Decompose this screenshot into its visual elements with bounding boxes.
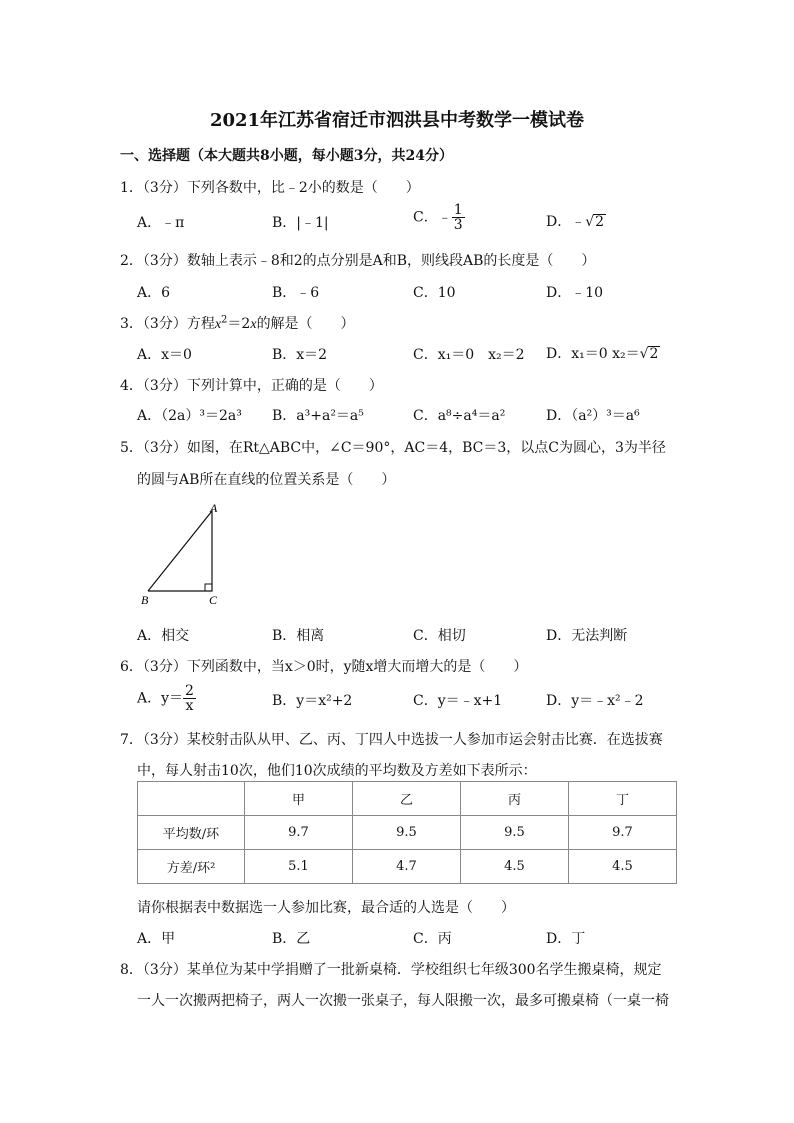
- question-8-line-1: 8．（3分）某单位为某中学捐赠了一批新桌椅．学校组织七年级300名学生搬桌椅，规定: [120, 962, 662, 978]
- section-heading: 一、选择题（本大题共8小题，每小题3分，共24分）: [120, 148, 453, 164]
- table-header-cell: 丙: [461, 782, 569, 816]
- table-row-label: 平均数/环: [138, 816, 245, 850]
- table-cell: 5.1: [245, 850, 353, 884]
- q3-stem-part: ＝2: [227, 316, 251, 332]
- table-header-cell: 乙: [353, 782, 461, 816]
- q2-option-c: C．10: [413, 285, 456, 301]
- question-7-line-1: 7．（3分）某校射击队从甲、乙、丙、丁四人中选拔一人参加市运会射击比赛．在选拔赛: [120, 732, 663, 748]
- q6-option-d: D．y＝﹣x²﹣2: [546, 693, 644, 709]
- q5-option-a: A．相交: [137, 628, 190, 644]
- sqrt-radicand: 2: [595, 214, 605, 230]
- table-cell: 9.5: [353, 816, 461, 850]
- question-4-stem: 4．（3分）下列计算中，正确的是（ ）: [120, 378, 383, 394]
- question-1-stem: 1．（3分）下列各数中，比﹣2小的数是（ ）: [120, 180, 420, 196]
- q3-stem-part: 3．（3分）方程: [120, 316, 215, 332]
- table-row: [138, 850, 677, 884]
- triangle-abc: [148, 511, 212, 591]
- table-cell: 9.5: [461, 816, 569, 850]
- q7-option-c: C．丙: [413, 931, 452, 947]
- triangle-figure: [136, 500, 236, 612]
- sqrt-radicand: 2: [649, 346, 659, 362]
- question-5-line-1: 5．（3分）如图，在Rt△ABC中，∠C＝90°，AC＝4，BC＝3，以点C为圆心，3为半径: [120, 440, 666, 456]
- q2-option-d: D．﹣10: [546, 285, 604, 301]
- q5-option-d: D．无法判断: [546, 628, 628, 644]
- q3-option-c: C．x₁＝0 x₂＝2: [413, 347, 525, 363]
- q4-option-c: C．a⁸÷a⁴＝a²: [413, 408, 506, 424]
- q3-stem-part: 的解是（ ）: [256, 316, 355, 332]
- fraction-denominator: 3: [453, 217, 463, 233]
- q4-option-b: B．a³+a²＝a⁵: [272, 408, 364, 424]
- table-header-cell: 甲: [245, 782, 353, 816]
- q1-option-b: B．|﹣1|: [272, 215, 329, 231]
- table-row: [138, 816, 677, 850]
- q1-option-d-prefix: D．﹣: [546, 214, 586, 230]
- question-3-stem: [120, 313, 355, 333]
- score-table: [137, 781, 677, 884]
- question-5-line-2: 的圆与AB所在直线的位置关系是（ ）: [137, 472, 396, 488]
- table-cell: 9.7: [569, 816, 677, 850]
- fraction-numerator: 2: [185, 683, 194, 699]
- question-6-stem: 6．（3分）下列函数中，当x＞0时，y随x增大而增大的是（ ）: [120, 659, 528, 675]
- q2-option-a: A．6: [137, 285, 171, 301]
- q6-option-c: C．y＝﹣x+1: [413, 693, 503, 709]
- q1-option-d: [546, 211, 606, 231]
- q1-option-a: A．﹣π: [137, 215, 185, 231]
- q6-option-a-prefix: A．y＝: [137, 690, 184, 707]
- vertex-label-b: B: [141, 593, 149, 607]
- q1-option-c-prefix: C．﹣: [413, 209, 452, 226]
- q1-option-c-fraction: [452, 203, 465, 232]
- question-8-line-2: 一人一次搬两把椅子，两人一次搬一张桌子，每人限搬一次，最多可搬桌椅（一桌一椅: [137, 993, 669, 1009]
- q4-option-a: A．（2a）³＝2a³: [137, 408, 242, 424]
- question-7-line-3: 请你根据表中数据选一人参加比赛，最合适的人选是（ ）: [137, 900, 515, 916]
- question-2-stem: 2．（3分）数轴上表示﹣8和2的点分别是A和B，则线段AB的长度是（ ）: [120, 253, 596, 269]
- q3-option-d-prefix: D．x₁＝0 x₂＝: [546, 346, 640, 362]
- table-cell: 9.7: [245, 816, 353, 850]
- table-header-cell: [138, 782, 245, 816]
- page-title: 2021年江苏省宿迁市泗洪县中考数学一模试卷: [209, 110, 585, 131]
- q6-option-a-fraction: [183, 684, 196, 713]
- vertex-label-c: C: [209, 593, 218, 607]
- fraction-numerator: 1: [453, 202, 463, 218]
- q7-option-a: A．甲: [137, 931, 176, 947]
- q6-option-b: B．y＝x²+2: [272, 693, 353, 709]
- q2-option-b: B．﹣6: [272, 285, 320, 301]
- q5-option-b: B．相离: [272, 628, 325, 644]
- q5-option-c: C．相切: [413, 628, 466, 644]
- q6-option-a: [137, 684, 196, 713]
- question-7-line-2: 中，每人射击10次，他们10次成绩的平均数及方差如下表所示：: [137, 763, 537, 779]
- q3-var: x: [250, 317, 257, 332]
- table-cell: 4.5: [461, 850, 569, 884]
- table-header-row: [138, 782, 677, 816]
- sqrt-sign: √: [639, 346, 649, 362]
- table-header-cell: 丁: [569, 782, 677, 816]
- q3-option-b: B．x＝2: [272, 347, 328, 363]
- table-row-label: 方差/环²: [138, 850, 245, 884]
- q3-option-a: A．x＝0: [137, 347, 192, 363]
- q3-option-d: [546, 343, 660, 363]
- vertex-label-a: A: [210, 501, 218, 515]
- q7-option-b: B．乙: [272, 931, 311, 947]
- q3-var: x: [214, 317, 222, 332]
- q3-exponent: 2: [221, 314, 228, 326]
- q7-option-d: D．丁: [546, 931, 586, 947]
- table-cell: 4.7: [353, 850, 461, 884]
- right-angle-mark: [205, 584, 212, 591]
- table-cell: 4.5: [569, 850, 677, 884]
- q4-option-d: D．（a²）³＝a⁶: [546, 408, 640, 424]
- fraction-denominator: x: [185, 698, 194, 714]
- q1-option-c: [413, 203, 465, 232]
- sqrt-sign: √: [585, 214, 595, 230]
